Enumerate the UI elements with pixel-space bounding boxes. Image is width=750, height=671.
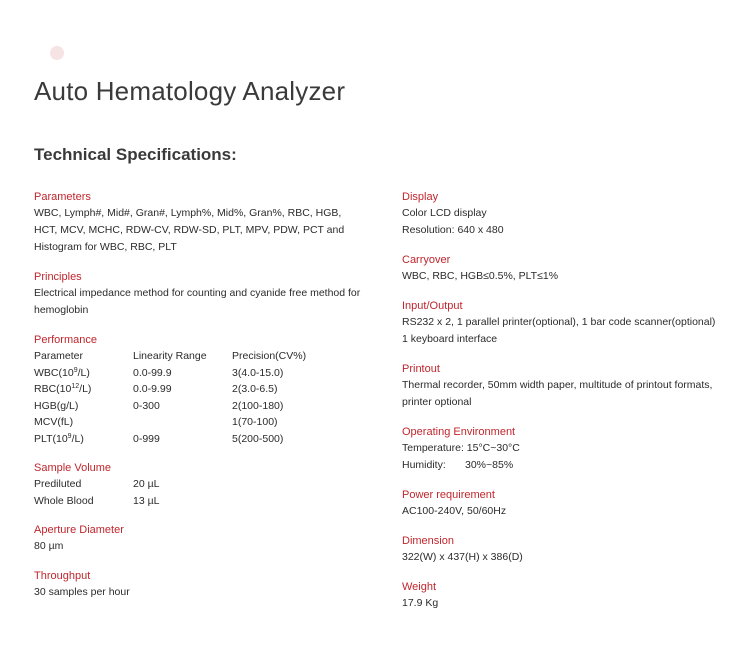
spec-line: WBC, RBC, HGB≤0.5%, PLT≤1% [402,270,559,282]
spec-line: 80 µm [34,540,64,552]
spec-label: Carryover [402,254,451,266]
spec-label: Dimension [402,535,454,547]
spec-display [402,189,732,239]
range-cell: 0.0-9.99 [133,383,172,395]
table-row [34,414,379,431]
spec-line: hemoglobin [34,304,89,316]
precision-cell: 5(200-500) [232,432,284,445]
spec-performance [34,332,379,447]
precision-cell: 2(100-180) [232,399,284,412]
spec-operating-environment [402,424,732,474]
logo-mark [50,46,64,60]
volume-name: Prediluted [34,478,82,490]
right-column [402,189,732,625]
table-row [34,431,379,448]
spec-carryover [402,252,732,285]
spec-line: 1 keyboard interface [402,333,498,345]
list-item [34,476,379,493]
spec-label: Operating Environment [402,426,516,438]
spec-line: Electrical impedance method for counting and cyanide free method for [34,287,361,299]
range-cell: 0-999 [133,432,160,445]
spec-weight [402,579,732,612]
section-title: Technical Specifications: [34,145,237,164]
spec-label: Principles [34,271,82,283]
table-row [34,381,379,398]
precision-cell: 2(3.0-6.5) [232,383,278,395]
spec-label: Throughput [34,570,91,582]
spec-label: Parameters [34,191,91,203]
header-cell: Linearity Range [133,350,207,362]
list-item [34,493,379,510]
param-cell: $PLT(10^9/L)$ [34,432,84,445]
spec-dimension [402,533,732,566]
spec-label: Display [402,191,439,203]
volume-name: Whole Blood [34,494,94,507]
param-cell: HGB(g/L) [34,399,79,412]
spec-sample-volume [34,460,379,509]
left-column [34,189,379,614]
humidity-label: Humidity: [402,459,446,471]
spec-power [402,487,732,520]
spec-aperture [34,522,379,555]
performance-header [34,348,379,365]
spec-line: 322(W) x 437(H) x 386(D) [402,551,523,563]
spec-label: Weight [402,581,437,593]
spec-printout [402,361,732,411]
range-cell: 0.0-99.9 [133,366,172,379]
spec-label: Power requirement [402,489,495,501]
header-cell: Parameter [34,350,84,362]
param-cell: $WBC(10^9/L)$ [34,366,90,379]
precision-cell: 3(4.0-15.0) [232,366,284,379]
range-cell: 0-300 [133,399,160,412]
table-row [34,365,379,382]
humidity-line [402,457,732,474]
page-title: Auto Hematology Analyzer [34,76,346,106]
spec-label: Sample Volume [34,462,112,474]
spec-line: Histogram for WBC, RBC, PLT [34,241,177,253]
humidity-value: 30%~85% [465,459,514,471]
volume-value: 20 µL [133,478,160,490]
spec-label: Performance [34,334,97,346]
precision-cell: 1(70-100) [232,416,278,428]
spec-line: HCT, MCV, MCHC, RDW-CV, RDW-SD, PLT, MPV, PDW, PCT and [34,224,345,236]
volume-value: 13 µL [133,494,160,507]
spec-line: Color LCD display [402,207,487,219]
spec-line: 17.9 Kg [402,597,439,609]
spec-line: printer optional [402,396,472,408]
spec-parameters [34,189,379,256]
spec-label: Printout [402,363,440,375]
header-cell: Precision(CV%) [232,350,307,362]
param-cell: MCV(fL) [34,416,74,428]
spec-line: AC100-240V, 50/60Hz [402,505,507,517]
spec-line: Resolution: 640 x 480 [402,224,504,236]
spec-line: 30 samples per hour [34,586,130,598]
spec-line: RS232 x 2, 1 parallel printer(optional), 1 bar code scanner(optional) [402,316,716,328]
table-row [34,398,379,415]
range-cell [133,414,232,431]
param-cell: $RBC(10^{12}/L)$ [34,383,92,395]
spec-label: Input/Output [402,300,463,312]
spec-input-output [402,298,732,348]
spec-label: Aperture Diameter [34,524,124,536]
spec-principles [34,269,379,319]
spec-line: Thermal recorder, 50mm width paper, multitude of printout formats, [402,379,713,391]
spec-throughput [34,568,379,601]
spec-line: WBC, Lymph#, Mid#, Gran#, Lymph%, Mid%, Gran%, RBC, HGB, [34,207,342,219]
temperature-line: Temperature: 15°C~30°C [402,442,520,454]
